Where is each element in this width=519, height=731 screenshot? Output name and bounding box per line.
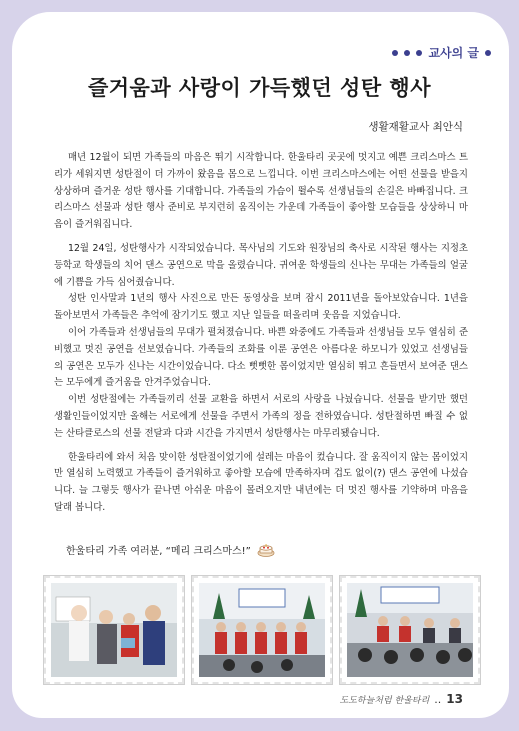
paragraph-5: 이번 성탄절에는 가족들끼리 선물 교환을 하면서 서로의 사랑을 나눴습니다. 선물을 받기만 했던 생활인들이었지만 올해는 서로에게 선물을 주면서 가족의 정을 전하였습니다. 성탄절하면 빠질 수 없는 산타클로스의 선물 전달과 다과 시간을 가지면서 성탄행사는 마무리됐습니다. <box>54 394 468 439</box>
christmas-cake-icon <box>257 543 275 557</box>
paragraph-4: 이어 가족들과 선생님들의 무대가 펼쳐졌습니다. 바쁜 와중에도 가족들과 선생님들 모두 열심히 준비했고 멋진 공연을 선보였습니다. 가족들의 조화를 이룬 공연은 아름다운 하모니가 있었고 선생님들의 공연은 모두가 신나는 시간이었습니다. 다소 뻣뻣한 몸이었지만 열심히 뛰고 흔들면서 보여준 댄스는 모두에게 즐거움을 안겨주었습니다. <box>54 326 468 389</box>
gift-exchange-photo <box>51 583 177 677</box>
article-author: 생활재활교사 최안식 <box>368 121 463 133</box>
article-body <box>54 150 468 524</box>
dot-icon <box>416 50 422 56</box>
greeting-line <box>66 542 275 557</box>
paragraph-6: 한울타리에 와서 처음 맞이한 성탄절이었기에 설레는 마음이 컸습니다. 잘 움직이지 않는 몸이었지만 열심히 노력했고 가족들이 즐거워하고 좋아할 모습에 만족하자며 겁도 없이(?) 댄스 공연에 나섰습니다. 늘 그렇듯 행사가 끝나면 아쉬운 마음이 몰려오지만 내년에는 더 멋진 행사를 기약하며 마음을 달래 봅니다. <box>54 451 468 513</box>
footer-signature: 도도하늘처럼 한울타리 <box>339 696 430 706</box>
event-photo-3 <box>340 576 480 684</box>
paragraph-1: 매년 12월이 되면 가족들의 마음은 뛰기 시작합니다. 한울타리 곳곳에 멋지고 예쁜 크리스마스 트리가 세워지면 성탄절이 더 가까이 왔음을 몸으로 느낍니다. 이번 크리스마스에는 어떤 선물을 받을지 상상하며 즐거운 성탄 행사를 기대합니다. 가족들의 가슴이 뛸수록 선생님들의 손길은 바빠집니다. 크리스마스 선물과 성탄 행사 준비로 부지런히 움직이는 가운데 가족들이 좋아할 모습들을 상상하니 마음이 즐거워집니다. <box>54 152 468 231</box>
photo-strip <box>44 576 480 676</box>
page-number: 13 <box>446 692 463 706</box>
section-tag <box>392 44 491 61</box>
page-footer <box>339 692 463 706</box>
section-label: 교사의 글 <box>428 46 479 60</box>
dot-icon <box>404 50 410 56</box>
dance-performance-photo <box>199 583 325 677</box>
event-photo-2 <box>192 576 332 684</box>
footer-separator: .. <box>434 693 442 706</box>
article-title: 즐거움과 사랑이 가득했던 성탄 행사 <box>87 76 432 100</box>
dot-icon <box>485 50 491 56</box>
dot-icon <box>392 50 398 56</box>
paragraph-2: 12월 24일, 성탄행사가 시작되었습니다. 목사님의 기도와 원장님의 축사로 시작된 행사는 지정초등학교 학생들의 치어 댄스 공연으로 막을 올렸습니다. 귀여운 학생들의 신나는 무대는 가족들의 얼굴에 기쁨을 가득 심어줬습니다. <box>54 242 468 288</box>
event-photo-1 <box>44 576 184 684</box>
audience-photo <box>347 583 473 677</box>
paragraph-3: 성탄 인사말과 1년의 행사 사진으로 만든 동영상을 보며 잠시 2011년을 돌아보았습니다. 1년을 돌아보면서 가족들은 추억에 잠기기도 했고 지난 일들을 떠올리며 웃음을 지었습니다. <box>54 293 468 322</box>
greeting-text: 한울타리 가족 여러분, “메리 크리스마스!” <box>66 546 251 557</box>
